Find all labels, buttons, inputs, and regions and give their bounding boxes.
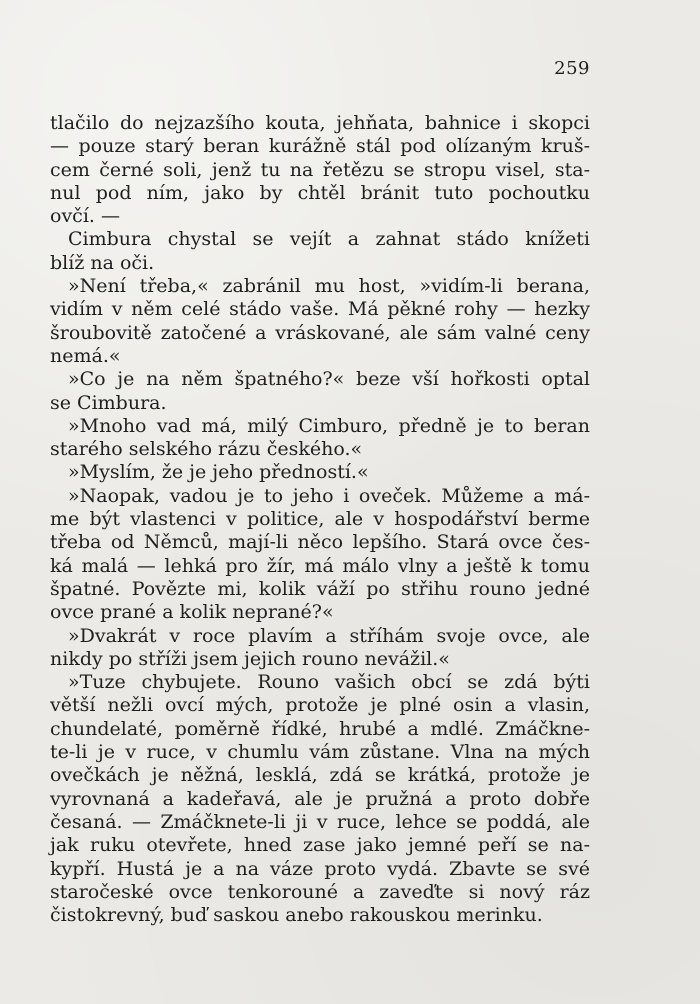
text-line: »Mnoho vad má, milý Cimburo, předně je to beran (68, 414, 590, 437)
text-line: blíž na oči. (50, 251, 155, 274)
text-line: staročeské ovce tenkorouné a zaveďte si nový ráz (50, 880, 590, 903)
text-line: nul pod ním, jako by chtěl bránit tuto pochoutku (50, 181, 590, 204)
text-line: kypří. Hustá je a na váze proto vydá. Zbavte se své (50, 857, 590, 880)
text-line: te-li je v ruce, v chumlu vám zůstane. Vlna na mých (50, 741, 590, 764)
text-line: česaná. — Zmáčknete-li ji v ruce, lehce se poddá, ale (50, 810, 590, 833)
page-body-text (50, 112, 590, 927)
text-line: se Cimbura. (50, 391, 167, 414)
text-line: špatné. Povězte mi, kolik váží po střihu rouno jedné (50, 577, 590, 600)
text-line: třeba od Němců, mají-li něco lepšího. Stará ovce čes- (50, 531, 590, 554)
text-line: »Co je na něm špatného?« beze vší hořkosti optal (68, 368, 590, 391)
text-line: větší nežli ovcí mých, protože je plné osin a vlasin, (50, 694, 590, 717)
text-line: »Dvakrát v roce plavím a stříhám svoje ovce, ale (68, 624, 590, 647)
text-line: me být vlastenci v politice, ale v hospodářství berme (50, 508, 590, 531)
text-line: jak ruku otevřete, hned zase jako jemné peří se na- (50, 834, 590, 857)
text-line: — pouze starý beran kurážně stál pod olízaným kruš- (50, 135, 590, 158)
text-line: »Není třeba,« zabránil mu host, »vidím-li berana, (68, 275, 590, 298)
text-line: chundelaté, poměrně řídké, hrubé a mdlé. Zmáčkne- (50, 717, 590, 740)
text-line: »Naopak, vadou je to jeho i oveček. Můžeme a má- (68, 484, 590, 507)
text-line: Cimbura chystal se vejít a zahnat stádo knížeti (68, 228, 590, 251)
text-line: starého selského rázu českého.« (50, 438, 363, 461)
text-line: nikdy po stříži jsem jejich rouno nevážil.« (50, 647, 450, 670)
text-line: vidím v něm celé stádo vaše. Má pěkné rohy — hezky (50, 298, 590, 321)
text-line: čistokrevný, buď saskou anebo rakouskou merinku. (50, 904, 543, 927)
text-line: »Tuze chybujete. Rouno vašich obcí se zdá býti (68, 671, 590, 694)
text-line: vyrovnaná a kadeřavá, ale je pružná a proto dobře (50, 787, 590, 810)
text-line: ovečkách je něžná, lesklá, zdá se krátká, protože je (50, 764, 590, 787)
text-line: ovce prané a kolik neprané?« (50, 601, 334, 624)
text-line: tlačilo do nejzazšího kouta, jehňata, bahnice i skopci (50, 112, 590, 134)
text-line: ká malá — lehká pro žír, má málo vlny a ještě k tomu (50, 554, 590, 577)
text-line: »Myslím, že je jeho předností.« (68, 461, 369, 484)
text-line: šroubovitě zatočené a vráskované, ale sám valné ceny (50, 321, 590, 344)
page-number: 259 (554, 58, 590, 79)
text-line: cem černé soli, jenž tu na řetězu se stropu visel, sta- (50, 158, 590, 181)
text-line: ovčí. — (50, 205, 120, 228)
text-line: nemá.« (50, 344, 121, 367)
